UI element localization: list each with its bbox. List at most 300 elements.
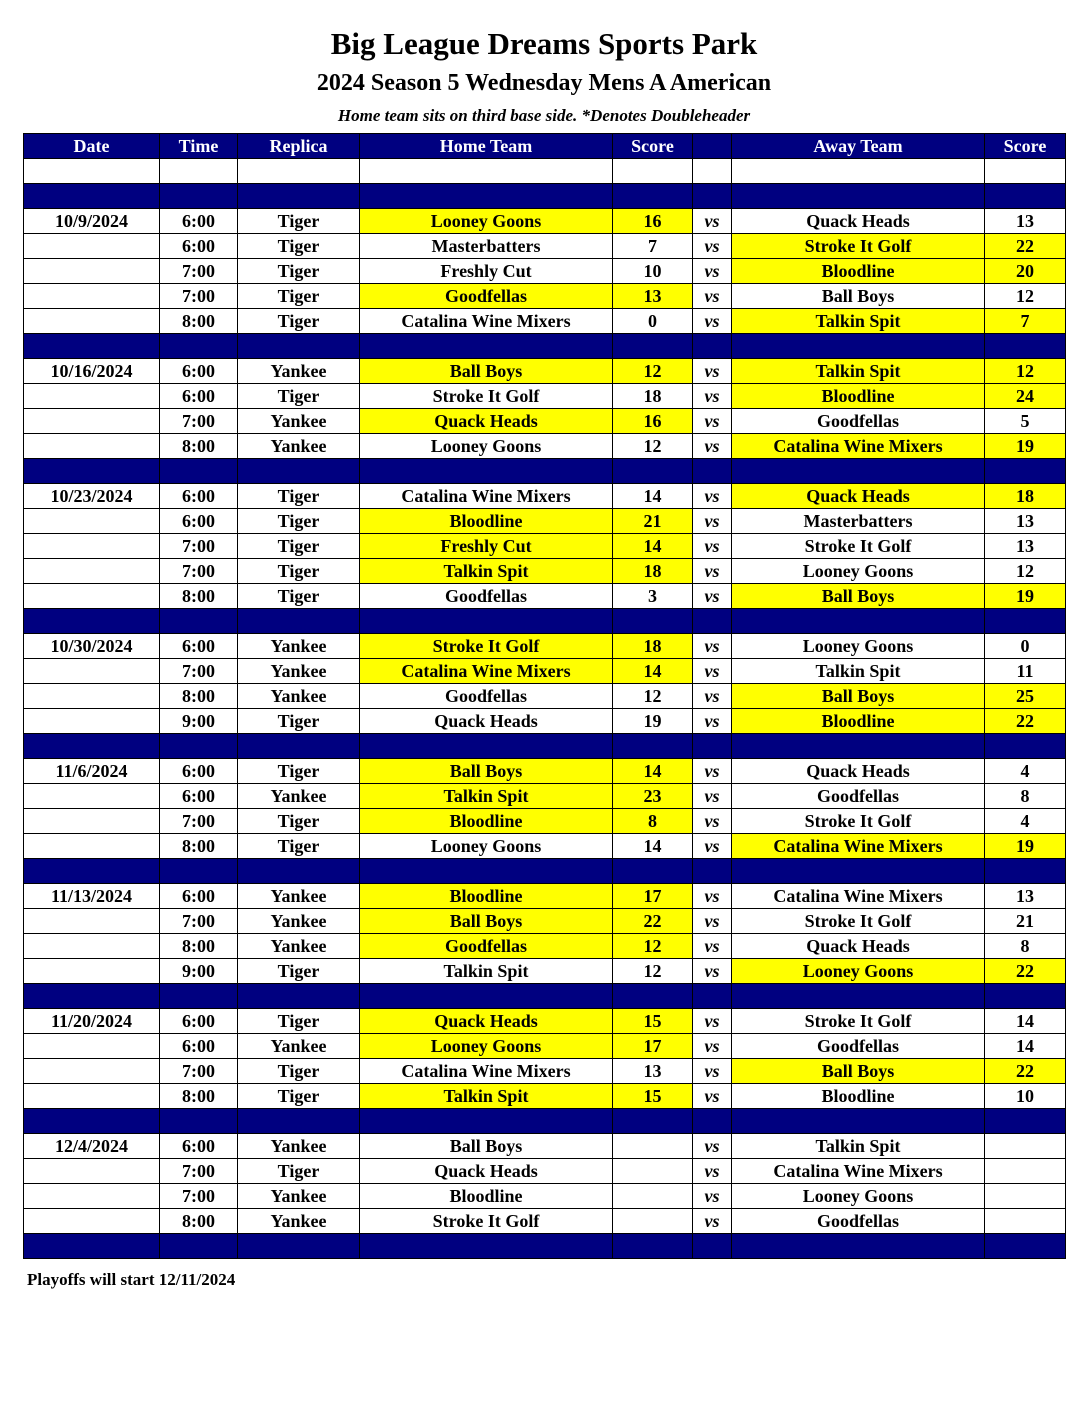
away-score: 8 — [985, 934, 1066, 959]
game-time: 6:00 — [160, 1134, 238, 1159]
vs-label: vs — [693, 209, 732, 234]
game-time: 6:00 — [160, 209, 238, 234]
game-date-empty — [24, 409, 160, 434]
away-team: Goodfellas — [732, 1034, 985, 1059]
away-score: 22 — [985, 959, 1066, 984]
game-replica: Yankee — [238, 1034, 360, 1059]
schedule-body — [24, 159, 1066, 1259]
home-score: 19 — [613, 709, 693, 734]
away-score: 19 — [985, 584, 1066, 609]
away-score — [985, 1184, 1066, 1209]
separator-row-cell — [24, 1234, 160, 1259]
page-subtitle: 2024 Season 5 Wednesday Mens A American — [316, 70, 772, 96]
separator-row-cell — [160, 859, 238, 884]
game-row — [24, 884, 1066, 909]
home-score: 14 — [613, 659, 693, 684]
game-time: 6:00 — [160, 1034, 238, 1059]
separator-row-cell — [732, 184, 985, 209]
away-team: Looney Goons — [732, 959, 985, 984]
blank-row-cell — [693, 159, 732, 184]
away-score: 21 — [985, 909, 1066, 934]
game-date-empty — [24, 959, 160, 984]
game-replica: Tiger — [238, 284, 360, 309]
away-score — [985, 1134, 1066, 1159]
away-score: 13 — [985, 884, 1066, 909]
vs-label: vs — [693, 409, 732, 434]
game-time: 7:00 — [160, 284, 238, 309]
away-score: 5 — [985, 409, 1066, 434]
separator-row — [24, 459, 1066, 484]
game-date-empty — [24, 309, 160, 334]
game-row — [24, 234, 1066, 259]
game-replica: Yankee — [238, 434, 360, 459]
vs-label: vs — [693, 684, 732, 709]
home-score — [613, 1159, 693, 1184]
game-replica: Tiger — [238, 234, 360, 259]
header-away-score: Score — [985, 134, 1066, 159]
separator-row-cell — [985, 334, 1066, 359]
separator-row-cell — [238, 734, 360, 759]
game-replica: Tiger — [238, 209, 360, 234]
vs-label: vs — [693, 909, 732, 934]
home-score: 3 — [613, 584, 693, 609]
away-team: Quack Heads — [732, 934, 985, 959]
home-score: 18 — [613, 559, 693, 584]
vs-label: vs — [693, 1009, 732, 1034]
away-team: Ball Boys — [732, 584, 985, 609]
game-row — [24, 759, 1066, 784]
vs-label: vs — [693, 784, 732, 809]
home-score: 18 — [613, 384, 693, 409]
home-score: 23 — [613, 784, 693, 809]
home-score: 0 — [613, 309, 693, 334]
separator-row-cell — [732, 459, 985, 484]
game-replica: Yankee — [238, 659, 360, 684]
game-date-empty — [24, 809, 160, 834]
away-team: Ball Boys — [732, 1059, 985, 1084]
separator-row-cell — [693, 459, 732, 484]
game-date-empty — [24, 709, 160, 734]
separator-row-cell — [985, 1109, 1066, 1134]
game-row — [24, 834, 1066, 859]
home-score: 17 — [613, 1034, 693, 1059]
away-score: 22 — [985, 709, 1066, 734]
game-date-empty — [24, 384, 160, 409]
separator-row — [24, 1109, 1066, 1134]
separator-row-cell — [732, 984, 985, 1009]
away-team: Bloodline — [732, 384, 985, 409]
game-replica: Tiger — [238, 709, 360, 734]
game-time: 8:00 — [160, 434, 238, 459]
game-time: 9:00 — [160, 959, 238, 984]
vs-label: vs — [693, 434, 732, 459]
game-row — [24, 209, 1066, 234]
game-replica: Tiger — [238, 809, 360, 834]
game-time: 8:00 — [160, 1084, 238, 1109]
separator-row-cell — [360, 1234, 613, 1259]
away-score: 4 — [985, 809, 1066, 834]
home-score: 12 — [613, 434, 693, 459]
vs-label: vs — [693, 584, 732, 609]
game-row — [24, 434, 1066, 459]
game-row — [24, 309, 1066, 334]
away-team: Stroke It Golf — [732, 909, 985, 934]
vs-label: vs — [693, 359, 732, 384]
game-row — [24, 1059, 1066, 1084]
home-team: Catalina Wine Mixers — [360, 309, 613, 334]
game-replica: Tiger — [238, 509, 360, 534]
game-replica: Yankee — [238, 409, 360, 434]
vs-label: vs — [693, 959, 732, 984]
game-row — [24, 709, 1066, 734]
separator-row-cell — [160, 734, 238, 759]
away-team: Talkin Spit — [732, 359, 985, 384]
game-time: 8:00 — [160, 309, 238, 334]
separator-row-cell — [24, 859, 160, 884]
away-team: Masterbatters — [732, 509, 985, 534]
separator-row-cell — [693, 859, 732, 884]
vs-label: vs — [693, 934, 732, 959]
home-team: Goodfellas — [360, 584, 613, 609]
home-score: 8 — [613, 809, 693, 834]
blank-row-cell — [985, 159, 1066, 184]
away-score: 10 — [985, 1084, 1066, 1109]
home-team: Catalina Wine Mixers — [360, 659, 613, 684]
game-time: 7:00 — [160, 559, 238, 584]
separator-row-cell — [985, 984, 1066, 1009]
game-replica: Tiger — [238, 534, 360, 559]
away-score: 12 — [985, 284, 1066, 309]
game-row — [24, 684, 1066, 709]
separator-row-cell — [613, 459, 693, 484]
game-time: 6:00 — [160, 359, 238, 384]
game-time: 7:00 — [160, 259, 238, 284]
away-score: 0 — [985, 634, 1066, 659]
game-row — [24, 659, 1066, 684]
game-replica: Tiger — [238, 759, 360, 784]
away-team: Talkin Spit — [732, 659, 985, 684]
game-time: 6:00 — [160, 784, 238, 809]
game-time: 8:00 — [160, 834, 238, 859]
game-time: 7:00 — [160, 409, 238, 434]
vs-label: vs — [693, 1134, 732, 1159]
home-team: Goodfellas — [360, 684, 613, 709]
game-date-empty — [24, 1084, 160, 1109]
separator-row-cell — [24, 1109, 160, 1134]
vs-label: vs — [693, 484, 732, 509]
game-replica: Tiger — [238, 384, 360, 409]
game-date: 11/20/2024 — [24, 1009, 160, 1034]
game-date-empty — [24, 534, 160, 559]
header-time: Time — [160, 134, 238, 159]
game-row — [24, 634, 1066, 659]
separator-row-cell — [360, 859, 613, 884]
game-row — [24, 384, 1066, 409]
away-team: Catalina Wine Mixers — [732, 434, 985, 459]
away-score: 13 — [985, 209, 1066, 234]
game-row — [24, 1159, 1066, 1184]
game-time: 7:00 — [160, 1059, 238, 1084]
home-team: Bloodline — [360, 884, 613, 909]
game-date: 10/16/2024 — [24, 359, 160, 384]
vs-label: vs — [693, 509, 732, 534]
home-team: Freshly Cut — [360, 259, 613, 284]
separator-row-cell — [160, 1109, 238, 1134]
separator-row-cell — [360, 1109, 613, 1134]
separator-row-cell — [985, 734, 1066, 759]
game-replica: Tiger — [238, 1084, 360, 1109]
game-row — [24, 559, 1066, 584]
separator-row-cell — [985, 609, 1066, 634]
home-team: Stroke It Golf — [360, 634, 613, 659]
separator-row-cell — [613, 184, 693, 209]
away-team: Catalina Wine Mixers — [732, 834, 985, 859]
separator-row — [24, 734, 1066, 759]
game-date-empty — [24, 1034, 160, 1059]
away-team: Stroke It Golf — [732, 809, 985, 834]
game-row — [24, 1084, 1066, 1109]
game-date: 11/6/2024 — [24, 759, 160, 784]
away-score: 19 — [985, 434, 1066, 459]
home-team: Goodfellas — [360, 934, 613, 959]
separator-row-cell — [732, 609, 985, 634]
separator-row-cell — [160, 609, 238, 634]
vs-label: vs — [693, 259, 732, 284]
game-time: 6:00 — [160, 384, 238, 409]
vs-label: vs — [693, 1159, 732, 1184]
separator-row-cell — [613, 859, 693, 884]
game-row — [24, 934, 1066, 959]
away-team: Ball Boys — [732, 684, 985, 709]
separator-row-cell — [238, 1234, 360, 1259]
game-row — [24, 359, 1066, 384]
home-team: Freshly Cut — [360, 534, 613, 559]
separator-row-cell — [160, 184, 238, 209]
game-time: 7:00 — [160, 1159, 238, 1184]
away-score: 25 — [985, 684, 1066, 709]
separator-row — [24, 609, 1066, 634]
separator-row — [24, 1234, 1066, 1259]
game-date-empty — [24, 659, 160, 684]
away-score: 18 — [985, 484, 1066, 509]
game-replica: Yankee — [238, 359, 360, 384]
game-time: 8:00 — [160, 1209, 238, 1234]
home-team: Quack Heads — [360, 409, 613, 434]
blank-row — [24, 159, 1066, 184]
game-replica: Tiger — [238, 309, 360, 334]
separator-row-cell — [360, 184, 613, 209]
separator-row-cell — [24, 459, 160, 484]
header-home-team: Home Team — [360, 134, 613, 159]
game-row — [24, 909, 1066, 934]
vs-label: vs — [693, 659, 732, 684]
away-score: 22 — [985, 1059, 1066, 1084]
home-score: 22 — [613, 909, 693, 934]
game-time: 8:00 — [160, 934, 238, 959]
blank-row-cell — [160, 159, 238, 184]
game-replica: Yankee — [238, 1134, 360, 1159]
home-score: 13 — [613, 1059, 693, 1084]
separator-row-cell — [613, 609, 693, 634]
separator-row-cell — [693, 609, 732, 634]
game-replica: Yankee — [238, 909, 360, 934]
separator-row-cell — [160, 334, 238, 359]
home-team: Quack Heads — [360, 1159, 613, 1184]
home-team: Talkin Spit — [360, 1084, 613, 1109]
home-team: Looney Goons — [360, 1034, 613, 1059]
home-team: Ball Boys — [360, 359, 613, 384]
home-team-note: Home team sits on third base side. *Denotes Doubleheader — [337, 106, 751, 125]
separator-row-cell — [160, 1234, 238, 1259]
home-score: 14 — [613, 484, 693, 509]
separator-row-cell — [238, 184, 360, 209]
separator-row — [24, 184, 1066, 209]
game-row — [24, 784, 1066, 809]
away-team: Bloodline — [732, 709, 985, 734]
header-away-team: Away Team — [732, 134, 985, 159]
separator-row-cell — [360, 459, 613, 484]
separator-row-cell — [732, 734, 985, 759]
away-score: 19 — [985, 834, 1066, 859]
separator-row-cell — [613, 1109, 693, 1134]
blank-row-cell — [360, 159, 613, 184]
game-replica: Tiger — [238, 259, 360, 284]
game-row — [24, 809, 1066, 834]
game-date-empty — [24, 234, 160, 259]
home-score: 18 — [613, 634, 693, 659]
home-team: Bloodline — [360, 1184, 613, 1209]
vs-label: vs — [693, 1084, 732, 1109]
game-row — [24, 534, 1066, 559]
separator-row-cell — [238, 334, 360, 359]
game-row — [24, 259, 1066, 284]
away-score: 22 — [985, 234, 1066, 259]
game-date-empty — [24, 1209, 160, 1234]
separator-row-cell — [24, 984, 160, 1009]
game-replica: Yankee — [238, 884, 360, 909]
separator-row-cell — [985, 859, 1066, 884]
away-score — [985, 1159, 1066, 1184]
separator-row-cell — [985, 184, 1066, 209]
vs-label: vs — [693, 834, 732, 859]
game-row — [24, 1134, 1066, 1159]
home-score: 12 — [613, 684, 693, 709]
game-row — [24, 1009, 1066, 1034]
game-date-empty — [24, 284, 160, 309]
header-vs — [693, 134, 732, 159]
home-score: 16 — [613, 409, 693, 434]
header-row — [24, 134, 1066, 159]
game-replica: Yankee — [238, 784, 360, 809]
separator-row-cell — [613, 1234, 693, 1259]
game-row — [24, 1034, 1066, 1059]
home-score: 13 — [613, 284, 693, 309]
away-team: Talkin Spit — [732, 309, 985, 334]
blank-row-cell — [732, 159, 985, 184]
away-team: Catalina Wine Mixers — [732, 884, 985, 909]
game-time: 6:00 — [160, 234, 238, 259]
blank-row-cell — [24, 159, 160, 184]
home-score: 7 — [613, 234, 693, 259]
game-replica: Tiger — [238, 1159, 360, 1184]
away-score: 24 — [985, 384, 1066, 409]
game-date-empty — [24, 434, 160, 459]
game-date-empty — [24, 1184, 160, 1209]
separator-row-cell — [238, 459, 360, 484]
home-team: Catalina Wine Mixers — [360, 1059, 613, 1084]
separator-row-cell — [360, 984, 613, 1009]
separator-row-cell — [693, 984, 732, 1009]
game-time: 7:00 — [160, 659, 238, 684]
game-row — [24, 584, 1066, 609]
header-replica: Replica — [238, 134, 360, 159]
home-team: Bloodline — [360, 809, 613, 834]
game-time: 6:00 — [160, 1009, 238, 1034]
game-replica: Tiger — [238, 559, 360, 584]
blank-row-cell — [613, 159, 693, 184]
separator-row-cell — [360, 609, 613, 634]
game-replica: Yankee — [238, 684, 360, 709]
vs-label: vs — [693, 809, 732, 834]
home-team: Looney Goons — [360, 434, 613, 459]
away-score: 14 — [985, 1009, 1066, 1034]
separator-row-cell — [24, 609, 160, 634]
game-time: 6:00 — [160, 484, 238, 509]
separator-row-cell — [238, 984, 360, 1009]
game-date-empty — [24, 1059, 160, 1084]
separator-row-cell — [24, 734, 160, 759]
vs-label: vs — [693, 1034, 732, 1059]
away-team: Stroke It Golf — [732, 1009, 985, 1034]
game-time: 6:00 — [160, 759, 238, 784]
home-team: Looney Goons — [360, 209, 613, 234]
away-score: 12 — [985, 559, 1066, 584]
separator-row-cell — [24, 334, 160, 359]
game-row — [24, 284, 1066, 309]
home-team: Ball Boys — [360, 759, 613, 784]
separator-row-cell — [238, 859, 360, 884]
home-team: Stroke It Golf — [360, 384, 613, 409]
game-row — [24, 959, 1066, 984]
game-time: 6:00 — [160, 884, 238, 909]
away-team: Stroke It Golf — [732, 234, 985, 259]
vs-label: vs — [693, 284, 732, 309]
game-replica: Tiger — [238, 484, 360, 509]
home-team: Catalina Wine Mixers — [360, 484, 613, 509]
separator-row-cell — [732, 1109, 985, 1134]
game-row — [24, 484, 1066, 509]
away-team: Looney Goons — [732, 559, 985, 584]
game-date: 11/13/2024 — [24, 884, 160, 909]
separator-row-cell — [238, 1109, 360, 1134]
game-time: 7:00 — [160, 909, 238, 934]
separator-row-cell — [613, 734, 693, 759]
away-score: 13 — [985, 534, 1066, 559]
home-team: Looney Goons — [360, 834, 613, 859]
away-team: Talkin Spit — [732, 1134, 985, 1159]
home-team: Goodfellas — [360, 284, 613, 309]
game-date-empty — [24, 1159, 160, 1184]
away-score: 8 — [985, 784, 1066, 809]
home-team: Masterbatters — [360, 234, 613, 259]
game-date-empty — [24, 684, 160, 709]
game-time: 7:00 — [160, 1184, 238, 1209]
away-score: 12 — [985, 359, 1066, 384]
home-score — [613, 1209, 693, 1234]
away-score: 11 — [985, 659, 1066, 684]
home-score — [613, 1134, 693, 1159]
vs-label: vs — [693, 1209, 732, 1234]
